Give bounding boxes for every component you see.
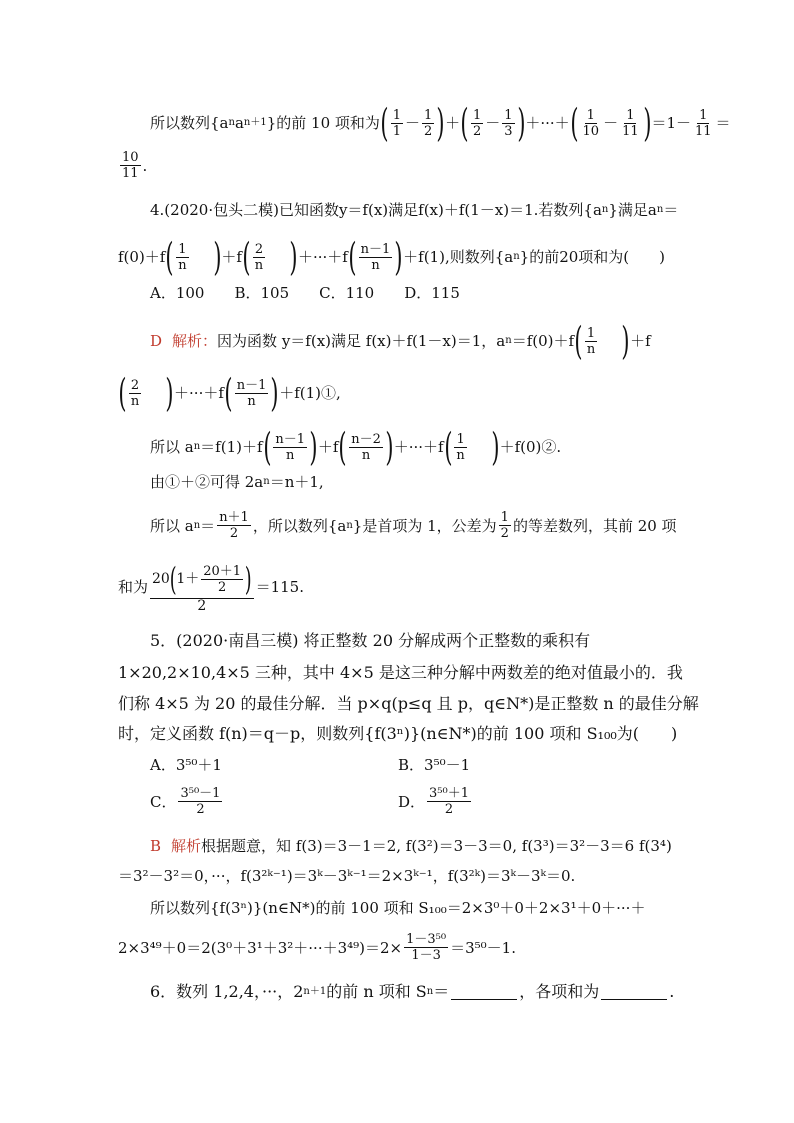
answer-letter: B: [150, 837, 162, 855]
fraction: $\frac{1}{2}$: [500, 510, 509, 541]
answer-blank-2[interactable]: [601, 985, 667, 1000]
question-5-line4: 时，定义函数 f(n)＝q－p，则数列{f(3ⁿ)}(n∈N*)的前 100 项和 S₁₀₀为( ): [118, 724, 678, 743]
question-4-stem: 4.(2020·包头二模)已知函数y＝f(x)满足f(x)＋f(1－x)＝1.若数列{a n }满足a n ＝: [150, 201, 679, 219]
summary-line: 所以数列{a n a n＋1 }的前 10 项和为 ( $\frac{1}{1}$ － $\frac{1}{2}$ ) ＋ ( $\frac{1}{2}$ － $\frac{1}{3}$ ) ＋···＋ ( $\frac{1}{10}$ － $\frac{1}{11}$ ) ＝1－ $\frac{1}{11}$ ＝: [150, 101, 731, 145]
fraction: $\frac{1}{2}$: [424, 107, 433, 139]
fraction: $\frac{n+1}{2}$: [219, 510, 249, 541]
fraction-big: 20 ( 1＋ $\frac{20+1}{2}$ ) 2: [152, 560, 252, 614]
solution-5-line2: ＝3²－3²＝0，···，f(3²ᵏ⁻¹)＝3ᵏ－3ᵏ⁻¹＝2×3ᵏ⁻¹，f(3²ᵏ)＝3ᵏ－3ᵏ＝0.: [118, 867, 576, 885]
fraction: $\frac{1}{10}$: [582, 107, 600, 139]
fraction: $\frac{1}{n}$: [586, 325, 596, 357]
option-a: A．3⁵⁰＋1: [150, 756, 222, 774]
text: }的前 10 项和为: [266, 114, 380, 132]
question-6: 6．数列 1,2,4，···，2 n＋1 的前 n 项和 S n ＝ ，各项和为 .: [150, 982, 675, 1001]
solution-4-line3: 所以 a n ＝f(1)＋f ( $\frac{n-1}{n}$ ) ＋f ( $\frac{n-2}{n}$ ) ＋···＋f ( $\frac{1}{n}$ ) ＋f(0)②.: [150, 425, 562, 469]
fraction: $\frac{2}{n}$: [254, 241, 264, 273]
text: 所以数列{a: [150, 114, 229, 132]
fraction: $\frac{1}{2}$: [472, 107, 482, 139]
solution-5-line1: B 解析 根据题意，知 f(3)＝3－1＝2, f(3²)＝3－3＝0, f(3³)＝3²－3＝6 f(3⁴): [150, 837, 672, 855]
analysis-label: 解析：: [172, 332, 218, 350]
fraction: $\frac{\text{1－3⁵⁰}}{1-3}$: [406, 932, 447, 963]
option-b: B．3⁵⁰－1: [398, 756, 471, 774]
solution-4-line2: ( $\frac{2}{n}$ ) ＋···＋f ( $\frac{n-1}{n}$ ) ＋f(1)①,: [118, 371, 341, 415]
fraction: $\frac{1}{11}$: [695, 107, 712, 139]
question-5-line3: 们称 4×5 为 20 的最佳分解．当 p×q(p≤q 且 p，q∈N*)是正整数 n 的最佳分解: [118, 694, 699, 713]
fraction: $\frac{n-1}{n}$: [275, 431, 306, 463]
question-5-line1: 5．(2020·南昌三模) 将正整数 20 分解成两个正整数的乘积有: [150, 631, 591, 650]
summary-line-2: $\frac{10}{11}$ .: [122, 150, 148, 181]
fraction: $\frac{1}{11}$: [622, 107, 639, 139]
question-5-line2: 1×20,2×10,4×5 三种，其中 4×5 是这三种分解中两数差的绝对值最小的．我: [118, 663, 683, 682]
fraction: $\frac{n-2}{n}$: [351, 431, 381, 463]
solution-4-line4: 由①＋②可得 2a n ＝n＋1,: [150, 473, 324, 491]
answer-letter: D: [150, 332, 163, 350]
fraction: $\frac{20+1}{2}$: [203, 563, 242, 595]
fraction: $\frac{n-1}{n}$: [236, 377, 267, 409]
fraction: $\frac{2}{n}$: [130, 377, 140, 409]
solution-4-line1: D 解析： 因为函数 y＝f(x)满足 f(x)＋f(1－x)＝1，a n ＝f(0)＋f ( $\frac{1}{n}$ ) ＋f: [150, 319, 651, 363]
solution-4-line6: 和为 20 ( 1＋ $\frac{20+1}{2}$ ) 2 ＝115.: [118, 560, 304, 614]
fraction: $\frac{1}{n}$: [178, 241, 187, 273]
solution-4-line5: 所以 a n ＝ $\frac{n+1}{2}$ ，所以数列{a n }是首项为 1，公差为 $\frac{1}{2}$ 的等差数列，其前 20 项: [150, 510, 677, 541]
answer-blank-1[interactable]: [451, 985, 517, 1000]
fraction: $\frac{\text{3⁵⁰＋1}}{2}$: [429, 786, 469, 817]
analysis-label: 解析: [171, 837, 202, 855]
question-4-options: A．100 B．105 C．110 D．115: [150, 284, 460, 302]
option-c: C． $\frac{\text{3⁵⁰－1}}{2}$: [150, 786, 221, 817]
solution-5-line3: 所以数列{f(3ⁿ)}(n∈N*)的前 100 项和 S₁₀₀＝2×3⁰＋0＋2×3¹＋0＋···＋: [150, 899, 646, 917]
sub: n＋1: [243, 117, 267, 128]
text: a: [234, 114, 244, 132]
fraction: $\frac{1}{n}$: [456, 431, 465, 463]
text: ＝1－: [651, 114, 691, 132]
question-4-formula: f(0)＋f ( $\frac{1}{n}$ ) ＋f ( $\frac{2}{n}$ ) ＋···＋f ( $\frac{n-1}{n}$ ) ＋f(1),则数列{a n }的前20项和为( ): [118, 235, 666, 279]
text: ＋···＋: [525, 114, 570, 132]
fraction: $\frac{1}{1}$: [392, 107, 401, 139]
solution-5-line4: 2×3⁴⁹＋0＝2(3⁰＋3¹＋3²＋···＋3⁴⁹)＝2× $\frac{\text{1－3⁵⁰}}{1-3}$ ＝3⁵⁰－1.: [118, 932, 516, 963]
fraction: $\frac{\text{3⁵⁰－1}}{2}$: [180, 786, 221, 817]
text: ＝: [715, 114, 731, 132]
sub: n: [228, 117, 235, 128]
option-d: D． $\frac{\text{3⁵⁰＋1}}{2}$: [398, 786, 469, 817]
fraction: $\frac{10}{11}$: [122, 150, 139, 181]
fraction: $\frac{n-1}{n}$: [360, 241, 391, 273]
fraction: $\frac{1}{3}$: [504, 107, 513, 139]
